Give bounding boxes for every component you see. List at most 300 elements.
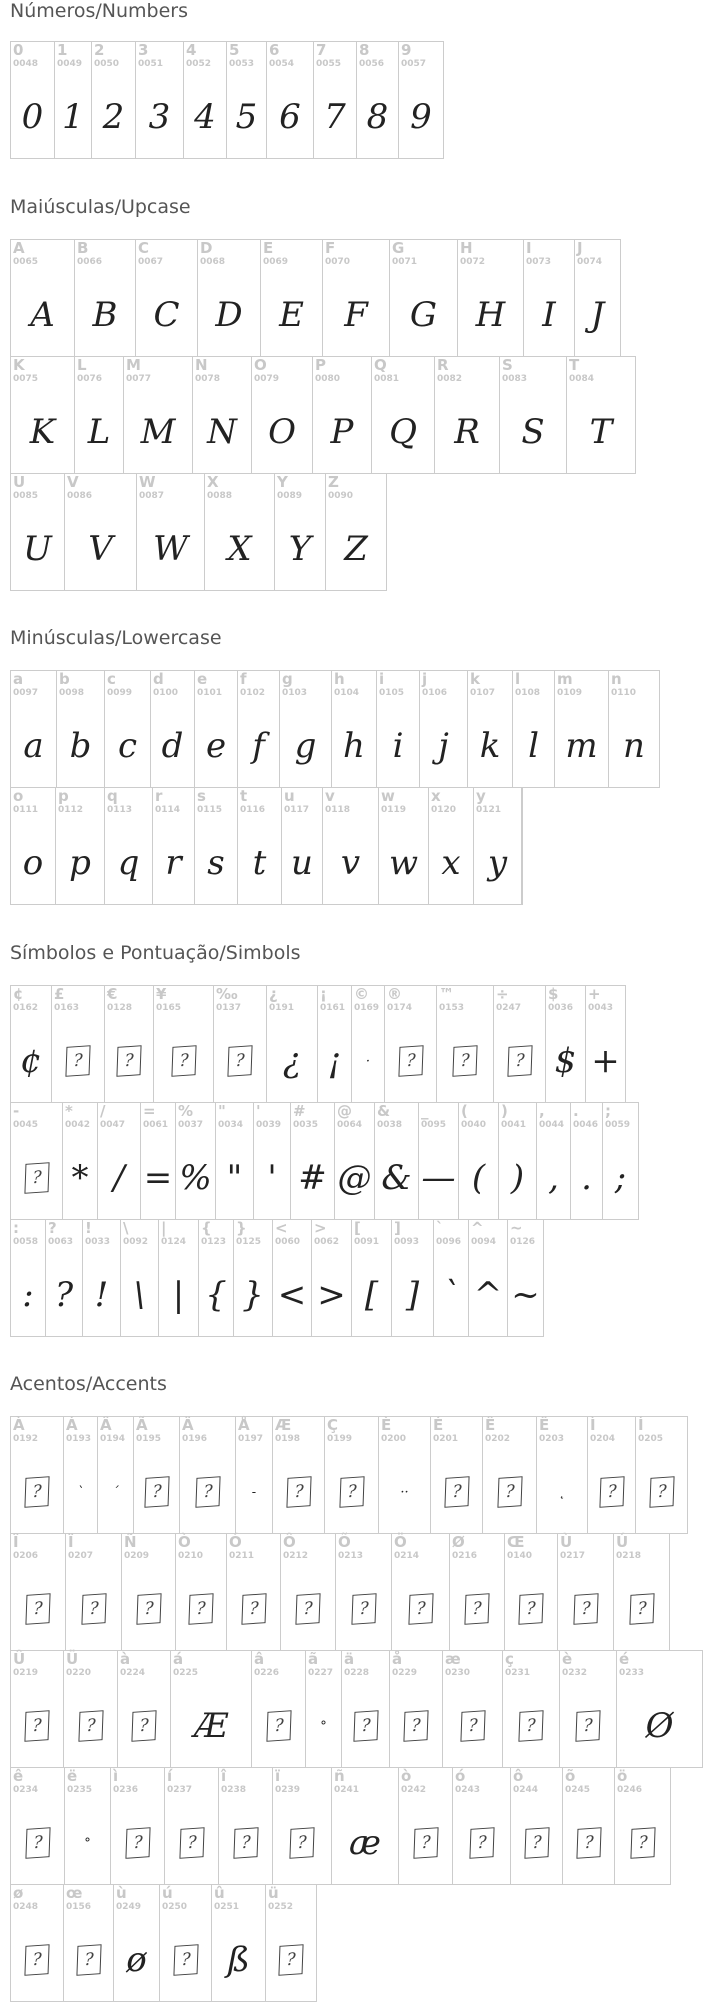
missing-glyph-box: ?	[278, 1944, 303, 1976]
char-label: e	[197, 670, 208, 688]
char-code: 0198	[275, 1434, 301, 1444]
missing-glyph-box: ?	[227, 1045, 252, 1077]
glyph-cell	[63, 1103, 98, 1220]
glyph-cell	[254, 1103, 291, 1220]
glyph-cell	[335, 1103, 375, 1220]
glyph-sample: !	[94, 1275, 109, 1315]
glyph-sample: e	[205, 726, 227, 766]
glyph-sample: >	[317, 1275, 346, 1315]
glyph-cell	[499, 1103, 537, 1220]
missing-glyph-box: ?	[171, 1045, 196, 1077]
char-label: ê	[13, 1767, 24, 1785]
char-code: 0249	[116, 1902, 142, 1912]
char-label: Õ	[338, 1533, 351, 1551]
glyph-sample: @	[337, 1158, 372, 1198]
char-code: 0106	[422, 688, 448, 698]
missing-glyph-icon	[505, 1568, 557, 1650]
char-label: ^	[471, 1219, 484, 1237]
glyph-cell	[65, 474, 137, 591]
glyph-row	[10, 1767, 671, 1885]
char-code: 0036	[548, 1003, 574, 1013]
char-code: 0247	[496, 1003, 522, 1013]
char-code: 0234	[13, 1785, 39, 1795]
glyph-sample: ]	[405, 1275, 420, 1315]
missing-glyph-box: ?	[518, 1710, 543, 1742]
char-code: 0212	[283, 1551, 309, 1561]
glyph-cell	[468, 671, 513, 788]
glyph-sample: .	[581, 1158, 592, 1198]
missing-glyph-icon	[392, 1568, 449, 1650]
char-label: =	[143, 1102, 156, 1120]
char-code: 0195	[136, 1434, 162, 1444]
char-code: 0044	[539, 1120, 565, 1130]
char-code: 0099	[107, 688, 133, 698]
glyph-cell	[11, 671, 57, 788]
char-code: 0045	[13, 1120, 39, 1130]
glyph-cell	[443, 1651, 503, 1768]
char-code: 0070	[325, 257, 351, 267]
char-code: 0094	[471, 1237, 497, 1247]
char-label: ç	[505, 1650, 514, 1668]
glyph-cell	[121, 1220, 159, 1337]
char-label: %	[178, 1102, 194, 1120]
glyph-cell	[151, 671, 195, 788]
glyph-sample: 1	[62, 97, 84, 137]
char-label: Ê	[485, 1416, 496, 1434]
glyph-cell	[571, 1103, 603, 1220]
glyph-sample: V	[88, 529, 113, 569]
missing-glyph-box: ?	[65, 1045, 90, 1077]
glyph-cell	[212, 1885, 266, 2002]
glyph-sample: E	[279, 295, 304, 335]
char-label: f	[240, 670, 247, 688]
glyph-cell	[214, 986, 267, 1103]
char-label: #	[293, 1102, 306, 1120]
glyph-cell	[458, 240, 524, 357]
glyph-cell	[306, 1651, 342, 1768]
glyph-sample: —	[421, 1158, 456, 1198]
char-label: [	[354, 1219, 361, 1237]
char-code: 0224	[120, 1668, 146, 1678]
char-label: Ö	[394, 1533, 407, 1551]
glyph-cell	[216, 1103, 254, 1220]
missing-glyph-icon	[134, 1451, 179, 1533]
missing-glyph-box: ?	[24, 1710, 49, 1742]
char-label: 1	[57, 41, 68, 59]
glyph-cell	[141, 1103, 176, 1220]
char-code: 0063	[48, 1237, 74, 1247]
char-label: À	[13, 1416, 25, 1434]
glyph-sample: °	[320, 1718, 327, 1734]
char-label: ,	[539, 1102, 545, 1120]
glyph-sample: &	[381, 1158, 412, 1198]
glyph-sample: =	[143, 1158, 173, 1198]
glyph-cell	[282, 788, 323, 905]
glyph-sample: ?	[54, 1275, 74, 1315]
char-code: 0237	[167, 1785, 193, 1795]
glyph-cell	[500, 357, 567, 474]
char-label: <	[275, 1219, 288, 1237]
glyph-cell	[336, 1534, 392, 1651]
glyph-cell	[377, 671, 420, 788]
char-code: 0230	[445, 1668, 471, 1678]
glyph-row	[10, 1884, 317, 2002]
glyph-sample: q	[117, 843, 140, 883]
char-label: Ä	[182, 1416, 194, 1434]
missing-glyph-icon	[118, 1685, 170, 1767]
char-code: 0068	[200, 257, 226, 267]
missing-glyph-box: ?	[444, 1476, 469, 1508]
glyph-cell	[434, 1220, 469, 1337]
missing-glyph-icon	[273, 1802, 331, 1884]
char-label: x	[431, 787, 441, 805]
char-label: 3	[138, 41, 149, 59]
glyph-sample: *	[71, 1158, 89, 1198]
glyph-cell	[159, 1220, 199, 1337]
char-code: 0235	[67, 1785, 93, 1795]
char-label: H	[460, 239, 473, 257]
char-label: O	[254, 356, 267, 374]
char-code: 0053	[229, 59, 255, 69]
char-code: 0227	[308, 1668, 334, 1678]
glyph-cell	[352, 986, 385, 1103]
missing-glyph-icon	[219, 1802, 272, 1884]
glyph-sample: U	[23, 529, 52, 569]
char-code: 0211	[229, 1551, 255, 1561]
char-label: 2	[94, 41, 105, 59]
glyph-cell	[92, 42, 136, 159]
glyph-cell	[636, 1417, 688, 1534]
char-label: é	[619, 1650, 630, 1668]
char-code: 0056	[359, 59, 385, 69]
char-code: 0076	[77, 374, 103, 384]
char-label: p	[58, 787, 69, 805]
char-code: 0040	[461, 1120, 487, 1130]
missing-glyph-box: ?	[241, 1593, 266, 1625]
char-code: 0054	[269, 59, 295, 69]
char-code: 0252	[268, 1902, 294, 1912]
glyph-sample: ,	[548, 1158, 559, 1198]
char-code: 0113	[107, 805, 133, 815]
glyph-cell	[537, 1417, 588, 1534]
glyph-sample: d	[161, 726, 184, 766]
char-code: 0169	[354, 1003, 380, 1013]
missing-glyph-box: ?	[233, 1827, 258, 1859]
char-label: ì	[113, 1767, 119, 1785]
char-code: 0046	[573, 1120, 599, 1130]
glyph-sample: ··	[400, 1484, 409, 1500]
glyph-cell	[11, 474, 65, 591]
char-code: 0194	[100, 1434, 126, 1444]
glyph-row	[10, 1650, 703, 1768]
missing-glyph-box: ?	[464, 1593, 489, 1625]
missing-glyph-box: ?	[295, 1593, 320, 1625]
glyph-cell	[332, 1768, 399, 1885]
char-code: 0114	[155, 805, 181, 815]
glyph-cell	[64, 1417, 98, 1534]
glyph-row	[10, 41, 444, 159]
glyph-sample: g	[294, 726, 317, 766]
char-label: ?	[48, 1219, 57, 1237]
char-code: 0072	[460, 257, 486, 267]
glyph-sample: r	[165, 843, 182, 883]
char-code: 0064	[337, 1120, 363, 1130]
char-label: ó	[455, 1767, 466, 1785]
missing-glyph-icon	[273, 1451, 324, 1533]
char-label: '	[256, 1102, 261, 1120]
missing-glyph-box: ?	[469, 1827, 494, 1859]
char-label: 5	[229, 41, 240, 59]
glyph-cell	[399, 42, 444, 159]
missing-glyph-icon	[390, 1685, 442, 1767]
char-label: Î	[13, 1533, 19, 1551]
char-code: 0231	[505, 1668, 531, 1678]
missing-glyph-icon	[636, 1451, 687, 1533]
char-label: w	[381, 787, 395, 805]
char-code: 0037	[178, 1120, 204, 1130]
glyph-cell	[153, 788, 195, 905]
glyph-cell	[165, 1768, 219, 1885]
missing-glyph-icon	[443, 1685, 502, 1767]
char-code: 0245	[565, 1785, 591, 1795]
section-title: Maiúsculas/Upcase	[10, 196, 191, 218]
char-label: Ø	[452, 1533, 465, 1551]
glyph-sample: ø	[126, 1940, 147, 1980]
char-label: Ù	[560, 1533, 573, 1551]
char-label: M	[126, 356, 141, 374]
char-label: ñ	[334, 1767, 345, 1785]
char-label: &	[377, 1102, 391, 1120]
char-label: c	[107, 670, 116, 688]
glyph-cell	[193, 357, 252, 474]
missing-glyph-box: ?	[630, 1827, 655, 1859]
char-code: 0115	[197, 805, 223, 815]
glyph-cell	[379, 1417, 431, 1534]
char-label: D	[200, 239, 213, 257]
glyph-cell	[503, 1651, 560, 1768]
glyph-cell	[236, 1417, 273, 1534]
glyph-row	[10, 1219, 544, 1337]
glyph-sample: ·	[365, 1053, 371, 1069]
glyph-cell	[385, 986, 437, 1103]
missing-glyph-box: ?	[173, 1944, 198, 1976]
glyph-cell	[352, 1220, 392, 1337]
char-code: 0156	[66, 1902, 92, 1912]
missing-glyph-icon	[494, 1020, 545, 1102]
glyph-cell	[11, 357, 75, 474]
glyph-sample: Q	[389, 412, 417, 452]
char-label: "	[218, 1102, 226, 1120]
char-label: 0	[13, 41, 24, 59]
glyph-cell	[379, 788, 429, 905]
glyph-sample: -	[251, 1484, 257, 1500]
missing-glyph-box: ?	[398, 1045, 423, 1077]
missing-glyph-box: ?	[125, 1827, 150, 1859]
char-code: 0055	[316, 59, 342, 69]
glyph-cell	[508, 1220, 544, 1337]
char-label: œ	[66, 1884, 83, 1902]
char-label: B	[77, 239, 89, 257]
glyph-cell	[11, 1651, 64, 1768]
char-label: Í	[638, 1416, 644, 1434]
char-code: 0074	[577, 257, 603, 267]
char-label: G	[392, 239, 405, 257]
char-label: Ï	[68, 1533, 74, 1551]
missing-glyph-box: ?	[179, 1827, 204, 1859]
char-label: q	[107, 787, 118, 805]
char-code: 0101	[197, 688, 223, 698]
char-label: ú	[162, 1884, 173, 1902]
char-code: 0248	[13, 1902, 39, 1912]
char-label: û	[214, 1884, 225, 1902]
glyph-cell	[98, 1417, 134, 1534]
section-title: Números/Numbers	[10, 0, 188, 22]
char-label: Q	[374, 356, 387, 374]
glyph-cell	[435, 357, 500, 474]
glyph-cell	[281, 1534, 336, 1651]
char-label: R	[437, 356, 449, 374]
glyph-sample: A	[30, 295, 55, 335]
char-code: 0202	[485, 1434, 511, 1444]
char-label: X	[207, 473, 219, 491]
char-code: 0062	[314, 1237, 340, 1247]
char-label: _	[421, 1102, 429, 1120]
glyph-cell	[64, 1885, 114, 2002]
char-label: Œ	[507, 1533, 525, 1551]
char-label: V	[67, 473, 79, 491]
glyph-sample: H	[475, 295, 506, 335]
char-code: 0128	[107, 1003, 133, 1013]
glyph-cell	[505, 1534, 558, 1651]
glyph-cell	[469, 1220, 508, 1337]
glyph-cell	[291, 1103, 335, 1220]
glyph-cell	[227, 42, 267, 159]
char-label: æ	[445, 1650, 461, 1668]
char-label: ÷	[496, 985, 509, 1003]
char-code: 0067	[138, 257, 164, 267]
missing-glyph-icon	[165, 1802, 218, 1884]
char-code: 0089	[277, 491, 303, 501]
glyph-cell	[105, 671, 151, 788]
char-code: 0034	[218, 1120, 244, 1130]
char-code: 0236	[113, 1785, 139, 1795]
glyph-cell	[252, 1651, 306, 1768]
char-label: }	[236, 1219, 247, 1237]
char-label: U	[13, 473, 26, 491]
char-code: 0238	[221, 1785, 247, 1795]
missing-glyph-box: ?	[599, 1476, 624, 1508]
missing-glyph-box: ?	[339, 1476, 364, 1508]
glyph-sample: N	[207, 412, 237, 452]
missing-glyph-box: ?	[81, 1593, 106, 1625]
glyph-sample: /	[113, 1158, 125, 1198]
glyph-sample: )	[510, 1158, 525, 1198]
glyph-cell	[313, 357, 372, 474]
glyph-cell	[66, 1534, 122, 1651]
glyph-cell	[184, 42, 227, 159]
char-code: 0199	[327, 1434, 353, 1444]
char-label: /	[100, 1102, 106, 1120]
char-code: 0079	[254, 374, 280, 384]
glyph-cell	[11, 986, 52, 1103]
char-label: C	[138, 239, 150, 257]
missing-glyph-box: ?	[573, 1593, 598, 1625]
glyph-cell	[453, 1768, 511, 1885]
char-code: 0049	[57, 59, 83, 69]
char-label: â	[254, 1650, 265, 1668]
glyph-row	[10, 670, 660, 788]
missing-glyph-box: ?	[351, 1593, 376, 1625]
glyph-cell	[11, 1885, 64, 2002]
missing-glyph-box: ?	[286, 1476, 311, 1508]
char-code: 0058	[13, 1237, 39, 1247]
glyph-cell	[392, 1220, 434, 1337]
missing-glyph-box: ?	[116, 1045, 141, 1077]
glyph-cell	[56, 788, 105, 905]
glyph-sample: '	[267, 1158, 277, 1198]
missing-glyph-box: ?	[649, 1476, 674, 1508]
glyph-sample: ¿	[282, 1041, 302, 1081]
glyph-sample: +	[591, 1041, 620, 1081]
char-code: 0090	[328, 491, 354, 501]
glyph-sample: P	[330, 412, 354, 452]
char-code: 0124	[161, 1237, 187, 1247]
char-code: 0206	[13, 1551, 39, 1561]
glyph-sample: F	[344, 295, 368, 335]
char-label: I	[526, 239, 532, 257]
glyph-sample: {	[205, 1275, 227, 1315]
char-label: ¥	[156, 985, 167, 1003]
glyph-cell	[273, 1220, 312, 1337]
char-code: 0117	[284, 805, 310, 815]
missing-glyph-icon	[66, 1568, 121, 1650]
glyph-sample: h	[343, 726, 365, 766]
glyph-sample: Æ	[193, 1706, 229, 1746]
glyph-cell	[118, 1651, 171, 1768]
char-label: £	[54, 985, 65, 1003]
glyph-cell	[429, 788, 474, 905]
missing-glyph-icon	[558, 1568, 613, 1650]
glyph-cell	[11, 788, 56, 905]
char-code: 0191	[269, 1003, 295, 1013]
glyph-sample: f	[252, 726, 265, 766]
glyph-cell	[615, 1768, 671, 1885]
glyph-cell	[176, 1534, 227, 1651]
glyph-sample: }	[242, 1275, 264, 1315]
glyph-cell	[483, 1417, 537, 1534]
char-code: 0066	[77, 257, 103, 267]
missing-glyph-icon	[431, 1451, 482, 1533]
char-label: g	[282, 670, 293, 688]
char-label: ;	[605, 1102, 611, 1120]
glyph-cell	[114, 1885, 160, 2002]
glyph-sample: k	[479, 726, 501, 766]
glyph-cell	[180, 1417, 236, 1534]
char-code: 0232	[562, 1668, 588, 1678]
char-label: ò	[401, 1767, 412, 1785]
glyph-cell	[420, 671, 468, 788]
char-label: 7	[316, 41, 327, 59]
char-label: è	[562, 1650, 573, 1668]
char-label: 6	[269, 41, 280, 59]
missing-glyph-box: ?	[524, 1827, 549, 1859]
glyph-cell	[176, 1103, 216, 1220]
glyph-cell	[64, 1651, 118, 1768]
char-label: ]	[394, 1219, 401, 1237]
char-code: 0065	[13, 257, 39, 267]
missing-glyph-icon	[154, 1020, 213, 1102]
glyph-sample: `	[77, 1484, 84, 1500]
